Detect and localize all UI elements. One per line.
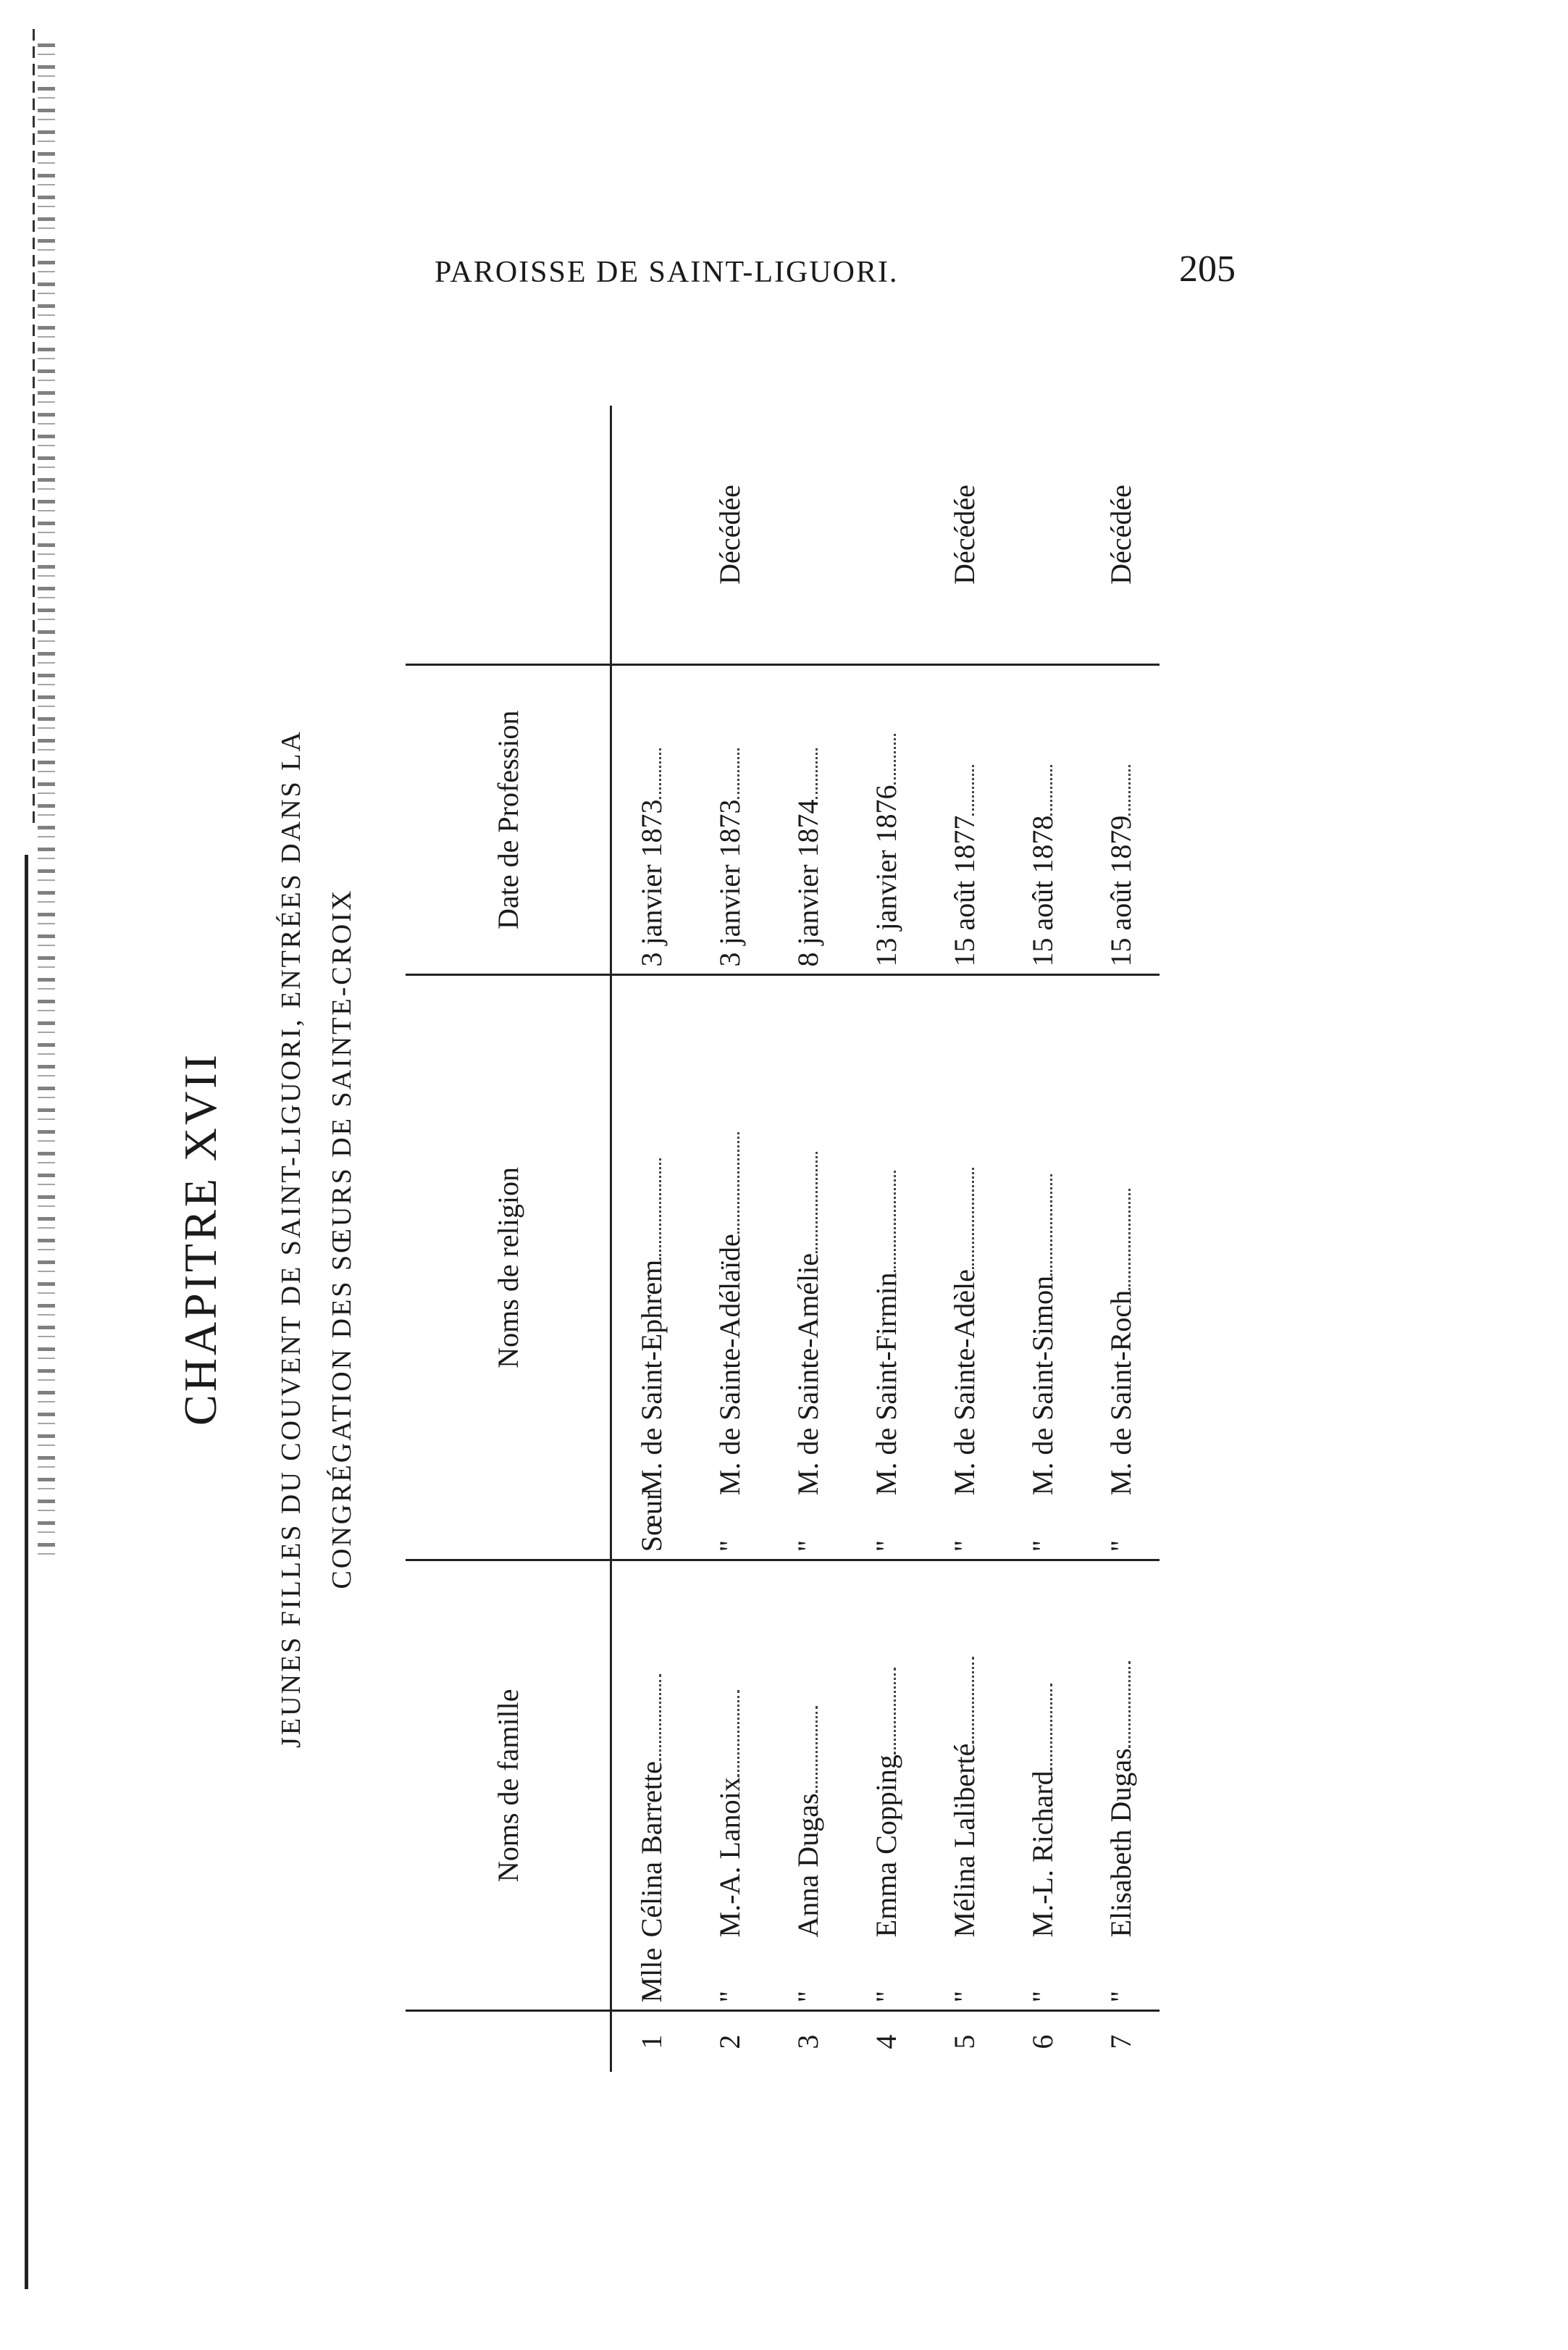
family-name-cell: [925, 1560, 1003, 2011]
family-name: M.-L. Richard: [1026, 1770, 1059, 1938]
religious-name: M. de Sainte-Adélaïde: [713, 1234, 746, 1496]
chapter-subtitle-line2: CONGRÉGATION DES SŒURS DE SAINTE-CROIX: [327, 888, 357, 1589]
rotated-content: [159, 333, 1246, 2144]
table-header-row: [406, 406, 611, 2072]
dot-leader: [659, 748, 661, 799]
dot-leader: [737, 1690, 739, 1777]
profession-date: 15 août 1879: [1104, 815, 1137, 967]
table-row: [1003, 406, 1081, 2072]
header-profession-date: Date de Profession: [406, 665, 611, 976]
religious-prefix: Sœur: [634, 1490, 668, 1552]
dot-leader: [972, 765, 974, 816]
running-head: PAROISSE DE SAINT-LIGUORI.: [435, 256, 899, 289]
dot-leader: [894, 734, 896, 785]
religious-name-cell: [1081, 975, 1160, 1560]
header-number: [406, 2011, 611, 2072]
religious-prefix: ": [1104, 1539, 1137, 1552]
remark-cell: [611, 406, 691, 665]
profession-date-cell: [1003, 665, 1081, 976]
dot-leader: [894, 1668, 896, 1755]
header-family-name: Noms de famille: [406, 1560, 611, 2011]
dot-leader: [1050, 765, 1052, 816]
family-name-cell: [690, 1560, 768, 2011]
header-remarks: [406, 406, 611, 665]
religious-prefix: ": [791, 1539, 824, 1552]
profession-date: 8 janvier 1874: [791, 799, 824, 967]
profession-date: 3 janvier 1873: [634, 799, 668, 967]
religious-prefix: ": [1026, 1539, 1059, 1552]
religious-name: M. de Saint-Roch: [1104, 1289, 1137, 1496]
family-name: Emma Copping: [869, 1755, 902, 1938]
profession-date-cell: [925, 665, 1003, 976]
dot-leader: [1050, 1174, 1052, 1276]
dot-leader: [972, 1168, 974, 1269]
chapter-subtitle-line1: JEUNES FILLES DU COUVENT DE SAINT-LIGUORI, ENTRÉES DANS LA: [276, 729, 306, 1748]
family-name: M.-A. Lanoix: [713, 1777, 746, 1938]
family-prefix: ": [713, 1991, 746, 2003]
religious-name-cell: [925, 975, 1003, 1560]
dot-leader: [659, 1674, 661, 1761]
family-prefix: ": [947, 1991, 981, 2003]
dot-leader: [1128, 765, 1131, 816]
dot-leader: [1050, 1684, 1052, 1770]
page-number: 205: [1179, 248, 1236, 290]
profession-date: 15 août 1877: [947, 815, 981, 967]
religious-prefix: ": [869, 1539, 902, 1552]
family-name-cell: [847, 1560, 925, 2011]
family-name: Mélina Laliberté: [947, 1743, 981, 1938]
family-name-cell: [611, 1560, 691, 2011]
row-number: 4: [847, 2011, 925, 2072]
profession-date-cell: [1081, 665, 1160, 976]
family-name: Célina Barrette: [634, 1761, 668, 1938]
religious-name-cell: [1003, 975, 1081, 1560]
dot-leader: [737, 1132, 739, 1234]
remark-cell: [768, 406, 847, 665]
religious-prefix: ": [713, 1539, 746, 1552]
dot-leader: [816, 748, 818, 799]
religious-name-cell: [690, 975, 768, 1560]
profession-date-cell: [768, 665, 847, 976]
family-name-cell: [1081, 1560, 1160, 2011]
row-number: 1: [611, 2011, 691, 2072]
religious-name: M. de Saint-Ephrem: [634, 1259, 668, 1496]
religious-name: M. de Saint-Firmin: [869, 1272, 902, 1496]
dot-leader: [737, 748, 739, 799]
religious-name-cell: [611, 975, 691, 1560]
family-name: Anna Dugas: [791, 1793, 824, 1938]
family-prefix: ": [791, 1991, 824, 2003]
row-number: 6: [1003, 2011, 1081, 2072]
family-prefix: Mlle: [634, 1947, 668, 2003]
religious-name: M. de Sainte-Amélie: [791, 1253, 824, 1496]
binding-dashed-line: [33, 29, 35, 826]
religious-prefix: ": [947, 1539, 981, 1552]
row-number: 5: [925, 2011, 1003, 2072]
remark-cell: Décédée: [713, 485, 746, 585]
profession-date-cell: [611, 665, 691, 976]
religious-name: M. de Sainte-Adèle: [947, 1269, 981, 1496]
remark-cell: Décédée: [947, 485, 981, 585]
chapter-title: CHAPITRE XVII: [175, 1052, 226, 1426]
family-prefix: ": [1104, 1991, 1137, 2003]
profession-table: [406, 406, 1160, 2072]
table-row: [1081, 406, 1160, 2072]
remark-cell: [1003, 406, 1081, 665]
table-row: [925, 406, 1003, 2072]
profession-date-cell: [690, 665, 768, 976]
table-row: [847, 406, 925, 2072]
table-row: [768, 406, 847, 2072]
profession-date: 15 août 1878: [1026, 815, 1059, 967]
scan-binding-edge: [0, 0, 85, 2350]
table-body: [611, 406, 1160, 2072]
table-row: [690, 406, 768, 2072]
family-prefix: ": [1026, 1991, 1059, 2003]
binding-noise: [38, 43, 55, 1565]
dot-leader: [972, 1657, 974, 1744]
dot-leader: [659, 1158, 661, 1260]
dot-leader: [1128, 1661, 1131, 1748]
family-name-cell: [768, 1560, 847, 2011]
row-number: 3: [768, 2011, 847, 2072]
dot-leader: [816, 1152, 818, 1253]
dot-leader: [816, 1706, 818, 1793]
header-religious-name: Noms de religion: [406, 975, 611, 1560]
remark-cell: [847, 406, 925, 665]
religious-name: M. de Saint-Simon: [1026, 1275, 1059, 1496]
family-name: Elisabeth Dugas: [1104, 1748, 1137, 1938]
profession-date-cell: [847, 665, 925, 976]
family-prefix: ": [869, 1991, 902, 2003]
row-number: 2: [690, 2011, 768, 2072]
religious-name-cell: [768, 975, 847, 1560]
religious-name-cell: [847, 975, 925, 1560]
profession-date: 3 janvier 1873: [713, 799, 746, 967]
family-name-cell: [1003, 1560, 1081, 2011]
table-row: [611, 406, 691, 2072]
profession-date: 13 janvier 1876: [869, 785, 902, 967]
remark-cell: Décédée: [1104, 485, 1137, 585]
row-number: 7: [1081, 2011, 1160, 2072]
binding-solid-line: [25, 855, 28, 2289]
dot-leader: [894, 1171, 896, 1272]
dot-leader: [1128, 1189, 1131, 1290]
